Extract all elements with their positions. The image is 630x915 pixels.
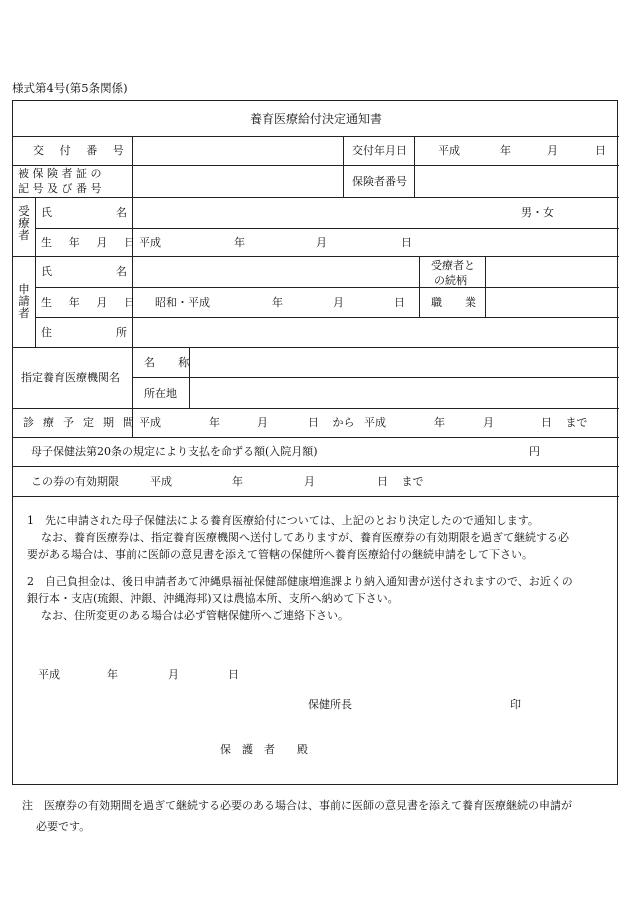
rule <box>13 197 619 198</box>
rule <box>13 466 619 467</box>
issue-date-era: 平成 <box>438 144 460 157</box>
period-start-day: 日 から <box>308 416 355 429</box>
period-start-month: 月 <box>257 416 268 429</box>
period-end-era: 平成 <box>364 416 386 429</box>
paragraph-1-line-2: なお、養育医療券は、指定養育医療機関へ送付してありますが、養育医療券の有効期限を過ぎて継続する必 <box>41 531 569 544</box>
issue-date-month: 月 <box>547 144 558 157</box>
rule <box>13 496 619 497</box>
applicant-dob-label: 生 年 月 日 <box>41 296 142 309</box>
rule <box>414 136 415 197</box>
guardian-address: 保 護 者 殿 <box>220 743 308 756</box>
recipient-dob-era: 平成 <box>139 236 161 249</box>
recipient-group-label: 受 療 者 <box>18 204 30 243</box>
insurer-number-label: 保険者番号 <box>352 175 407 188</box>
rule <box>13 256 619 257</box>
form-number: 様式第4号(第5条関係) <box>12 81 128 95</box>
relation-label-1: 受療者と <box>431 259 475 272</box>
recipient-dob-year: 年 <box>234 236 245 249</box>
sign-date-day: 日 <box>228 668 239 681</box>
rule <box>132 197 133 437</box>
rule <box>13 408 619 409</box>
rule <box>35 287 619 288</box>
form-title: 養育医療給付決定通知書 <box>249 112 382 126</box>
rule <box>13 165 619 166</box>
paragraph-1-line-3: 要がある場合は、事前に医師の意見書を添えて管轄の保健所へ養育医療給付の継続申請をして下さい。 <box>27 548 533 561</box>
rule <box>419 256 420 317</box>
recipient-dob-month: 月 <box>316 236 327 249</box>
issue-date-label: 交付年月日 <box>352 144 407 157</box>
institution-label: 指定養育医療機関名 <box>21 371 120 384</box>
validity-era: 平成 <box>150 475 172 488</box>
rule <box>35 197 36 347</box>
rule <box>132 136 133 197</box>
validity-year: 年 <box>232 475 243 488</box>
paragraph-2-line-2: 銀行本・支店(琉銀、沖銀、沖縄海邦)又は農協本所、支所へ納めて下さい。 <box>27 592 399 605</box>
recipient-dob-day: 日 <box>401 236 412 249</box>
sign-date-year: 年 <box>107 668 118 681</box>
applicant-dob-era: 昭和・平成 <box>155 296 210 309</box>
sign-date-month: 月 <box>168 668 179 681</box>
applicant-dob-month: 月 <box>333 296 344 309</box>
footnote <box>22 795 622 837</box>
period-end-year: 年 <box>434 416 445 429</box>
institution-location-label: 所在地 <box>144 387 177 400</box>
recipient-gender: 男・女 <box>521 206 554 219</box>
rule <box>35 228 619 229</box>
rule <box>343 136 344 197</box>
rule <box>485 256 486 317</box>
validity-label: この券の有効期限 <box>31 475 119 488</box>
relation-label-2: の続柄 <box>434 274 467 287</box>
rule <box>13 136 619 137</box>
insurance-card-label-2: 記 号 及 び 番 号 <box>18 182 102 195</box>
footnote-line-1: 注 医療券の有効期間を過ぎて継続する必要のある場合は、事前に医師の意見書を添えて養育医療継続の申請が <box>22 799 572 812</box>
paragraph-2-line-3: なお、住所変更のある場合は必ず管轄保健所へご連絡下さい。 <box>41 609 349 622</box>
institution-name-label: 名 称 <box>144 356 200 369</box>
period-end-month: 月 <box>483 416 494 429</box>
seal-mark: 印 <box>510 698 521 711</box>
validity-day: 日 まで <box>377 475 424 488</box>
paragraph-2-line-1: 2 自己負担金は、後日申請者あて沖縄県福祉保健部健康増進課より納入通知書が送付されますので、お近くの <box>27 575 573 588</box>
period-start-era: 平成 <box>139 416 161 429</box>
applicant-group-label: 申 請 者 <box>18 282 30 321</box>
period-start-year: 年 <box>209 416 220 429</box>
health-center-director: 保健所長 <box>308 698 352 711</box>
applicant-dob-day: 日 <box>394 296 405 309</box>
issue-date-day: 日 <box>595 144 606 157</box>
applicant-dob-year: 年 <box>272 296 283 309</box>
paragraph-1-line-1: 1 先に申請された母子保健法による養育医療給付については、上記のとおり決定したので通知します。 <box>27 514 539 527</box>
treatment-period-label: 診 療 予 定 期 間 <box>23 416 137 429</box>
sign-date-era: 平成 <box>38 668 60 681</box>
payment-label: 母子保健法第20条の規定により支払を命ずる額(入院月額) <box>31 445 318 458</box>
rule <box>13 437 619 438</box>
payment-unit: 円 <box>529 445 540 458</box>
issue-date-year: 年 <box>500 144 511 157</box>
rule <box>13 347 619 348</box>
validity-month: 月 <box>304 475 315 488</box>
issue-number-label: 交 付 番 号 <box>33 144 130 157</box>
rule <box>132 377 619 378</box>
recipient-dob-label: 生 年 月 日 <box>41 236 142 249</box>
period-end-day: 日 まで <box>541 416 588 429</box>
notice-form: 養育医療給付決定通知書 交 付 番 号 交付年月日 平成 年 月 日 被 保 険 者 証 の 記 号 及 び 番 号 保険者番号 受 療 者 氏 名 男・女 生 年 月 日 平成 年 月 日 申 請 者 氏 名 受療者と の続柄 生 年 月 日 昭和・平成 年 月 日 職 業 住 所 指定養育医療機関名 名 称 所在地 診 療 予 定 期 間 平成 年 月 日 から 平成 年 月 日 まで 母子保健法第20条の規定により支払を命ずる額(入院月額) 円 この券の有効期限 平成 年 月 日 まで 1 先に申請された母子保健法による養育医療給付については、上記のとおり決定したので通知します。 なお、養育医療券は、指定養育医療機関へ送付してありますが、養育医療券の有効期限を過ぎて継続する必 要がある場合は、事前に医師の意見書を添えて管轄の保健所へ養育医療給付の継続申請をして下さい。 2 自己負担金は、後日申請者あて沖縄県福祉保健部健康増進課より納入通知書が送付されますので、お近くの 銀行本・支店(琉銀、沖銀、沖縄海邦)又は農協本所、支所へ納めて下さい。 なお、住所変更のある場合は必ず管轄保健所へご連絡下さい。 平成 年 月 日 保健所長 印 保 護 者 殿 <box>12 100 618 785</box>
insurance-card-label-1: 被 保 険 者 証 の <box>18 167 102 180</box>
rule <box>35 317 619 318</box>
footnote-line-2: 必要です。 <box>36 820 91 833</box>
